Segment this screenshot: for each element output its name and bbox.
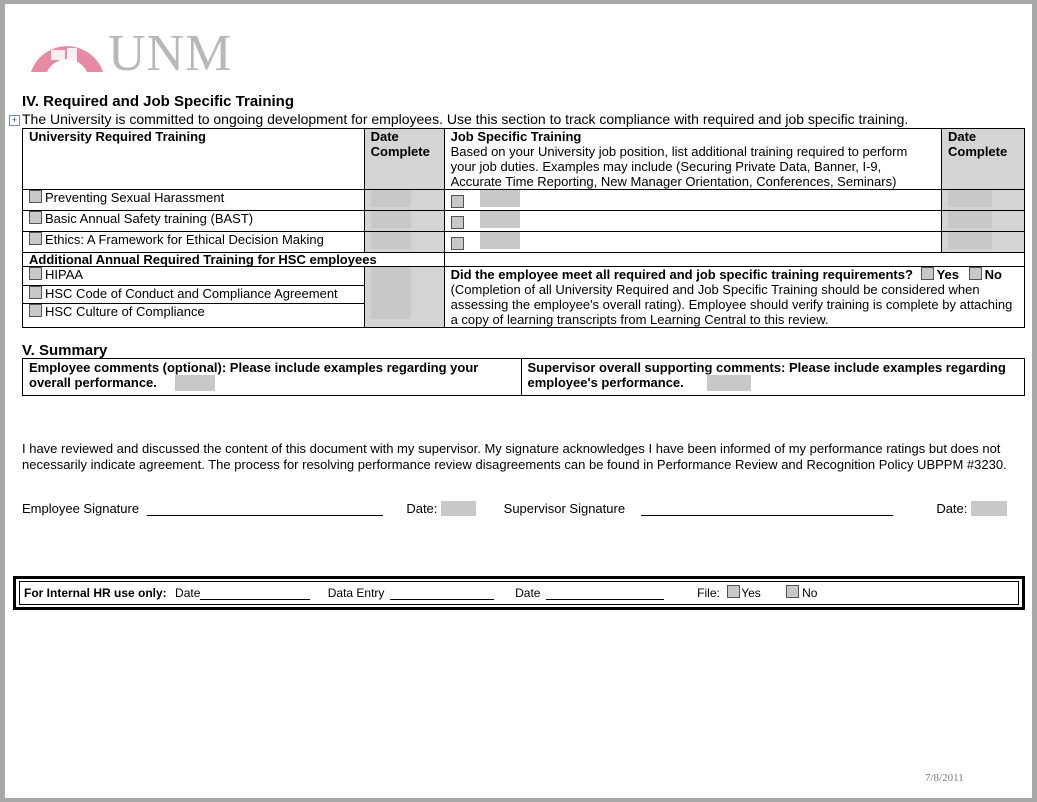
- employee-comments-field[interactable]: [175, 375, 215, 391]
- hr-use-box: For Internal HR use only: Date Data Entry Date File: Yes No: [13, 576, 1025, 610]
- employee-comments-label: Employee comments (optional): Please include examples regarding your overall performance.: [29, 360, 479, 390]
- employee-date-field[interactable]: [441, 501, 476, 516]
- unm-logo: UNM: [108, 25, 233, 82]
- hr-data-entry-line[interactable]: [390, 589, 494, 600]
- job-training-checkbox[interactable]: [451, 216, 464, 229]
- hsc-item: HSC Culture of Compliance: [45, 304, 205, 319]
- supervisor-comments-cell: [521, 359, 1025, 396]
- table-move-handle-icon[interactable]: +: [9, 115, 20, 126]
- job-training-checkbox[interactable]: [451, 195, 464, 208]
- job-training-field[interactable]: [480, 211, 520, 228]
- document-page: [5, 4, 1032, 798]
- hsc-item-checkbox[interactable]: [29, 286, 42, 299]
- question-yes-checkbox[interactable]: [921, 267, 934, 280]
- supervisor-signature-line[interactable]: [641, 503, 893, 516]
- supervisor-comments-field[interactable]: [707, 375, 751, 391]
- employee-signature-line[interactable]: [147, 503, 383, 516]
- date-complete-field[interactable]: [371, 190, 411, 207]
- section-4-heading: IV. Required and Job Specific Training: [22, 93, 295, 110]
- date-label-2: Date:: [936, 501, 968, 516]
- hr-file-yes-checkbox[interactable]: [727, 585, 740, 598]
- employee-comments-cell: [23, 359, 522, 396]
- hsc-item-checkbox[interactable]: [29, 304, 42, 317]
- training-question-cell: Did the employee meet all required and job specific training requirements? Yes No (Completion of all University Required and Job Specific Training should be considered when assessing the employee's overall rating). Employee should verify training is complete by attaching a copy of learning transcripts from Learning Central to this review.: [444, 267, 1024, 328]
- supervisor-signature-label: Supervisor Signature: [503, 501, 626, 516]
- hsc-date-field[interactable]: [371, 267, 411, 319]
- hr-label: For Internal HR use only:: [24, 586, 167, 600]
- hr-file-no-checkbox[interactable]: [786, 585, 799, 598]
- job-training-field[interactable]: [480, 190, 520, 207]
- question-note: (Completion of all University Required and Job Specific Training should be considered when assessing the employee's overall rating). Employee should verify training is complete by attaching a copy of learning transcripts from Learning Central to this review.: [450, 282, 1013, 327]
- supervisor-date-field[interactable]: [971, 501, 1007, 516]
- required-item: Basic Annual Safety training (BAST): [23, 211, 365, 232]
- hr-date-line[interactable]: [200, 589, 310, 600]
- required-item-checkbox[interactable]: [29, 232, 42, 245]
- date-label-1: Date:: [406, 501, 438, 516]
- hr-date-line-2[interactable]: [546, 589, 664, 600]
- hr-data-entry-label: Data Entry: [327, 586, 385, 600]
- univ-training-header: University Required Training: [23, 129, 365, 190]
- hsc-header: Additional Annual Required Training for HSC employees: [23, 253, 445, 267]
- summary-table: [22, 358, 1025, 396]
- job-date-field[interactable]: [948, 232, 992, 249]
- job-training-description: Based on your University job position, list additional training required to perform your job duties. Examples may include (Securing Private Data, Banner, I-9, Accurate Time Reporting, New Manager Orientation, Conferences, Seminars): [450, 144, 908, 189]
- footer-date: 7/8/2011: [925, 772, 964, 784]
- hsc-items-cell: [23, 267, 365, 328]
- hsc-item-checkbox[interactable]: [29, 267, 42, 280]
- required-item-checkbox[interactable]: [29, 190, 42, 203]
- hsc-item: HIPAA: [45, 267, 84, 282]
- date-complete-header-1: Date Complete: [364, 129, 444, 190]
- question-no-checkbox[interactable]: [969, 267, 982, 280]
- job-date-field[interactable]: [948, 190, 992, 207]
- date-complete-field[interactable]: [371, 211, 411, 228]
- acknowledgment-text: I have reviewed and discussed the content of this document with my supervisor. My signature acknowledges I have been informed of my performance ratings but does not necessarily indicate agreement. The process for resolving performance review disagreements can be found in Performance Review and Recognition Policy UBPPM #3230.: [22, 441, 1007, 472]
- hr-date-label-2: Date: [515, 586, 541, 600]
- section-4-intro: The University is committed to ongoing development for employees. Use this section to track compliance with required and job specific training.: [22, 111, 909, 127]
- job-training-header-cell: [444, 129, 941, 190]
- training-table: [22, 128, 1025, 328]
- job-date-field[interactable]: [948, 211, 992, 228]
- job-training-field[interactable]: [480, 232, 520, 249]
- hr-file-label: File:: [697, 586, 720, 600]
- hr-date-label: Date: [175, 586, 201, 600]
- supervisor-comments-label: Supervisor overall supporting comments: Please include examples regarding employee's performance.: [527, 360, 1006, 390]
- section-5-heading: V. Summary: [22, 342, 108, 359]
- signature-row: [22, 501, 1007, 516]
- job-training-header: Job Specific Training: [450, 129, 582, 144]
- employee-signature-label: Employee Signature: [22, 501, 140, 516]
- required-item-checkbox[interactable]: [29, 211, 42, 224]
- unm-logo-arc-icon: [27, 26, 107, 78]
- hsc-item: HSC Code of Conduct and Compliance Agreement: [45, 286, 338, 301]
- training-question: Did the employee meet all required and job specific training requirements?: [450, 267, 913, 282]
- date-complete-field[interactable]: [371, 232, 411, 249]
- date-complete-header-2: Date Complete: [941, 129, 1024, 190]
- required-item: Ethics: A Framework for Ethical Decision Making: [23, 232, 365, 253]
- required-item: Preventing Sexual Harassment: [23, 190, 365, 211]
- job-training-checkbox[interactable]: [451, 237, 464, 250]
